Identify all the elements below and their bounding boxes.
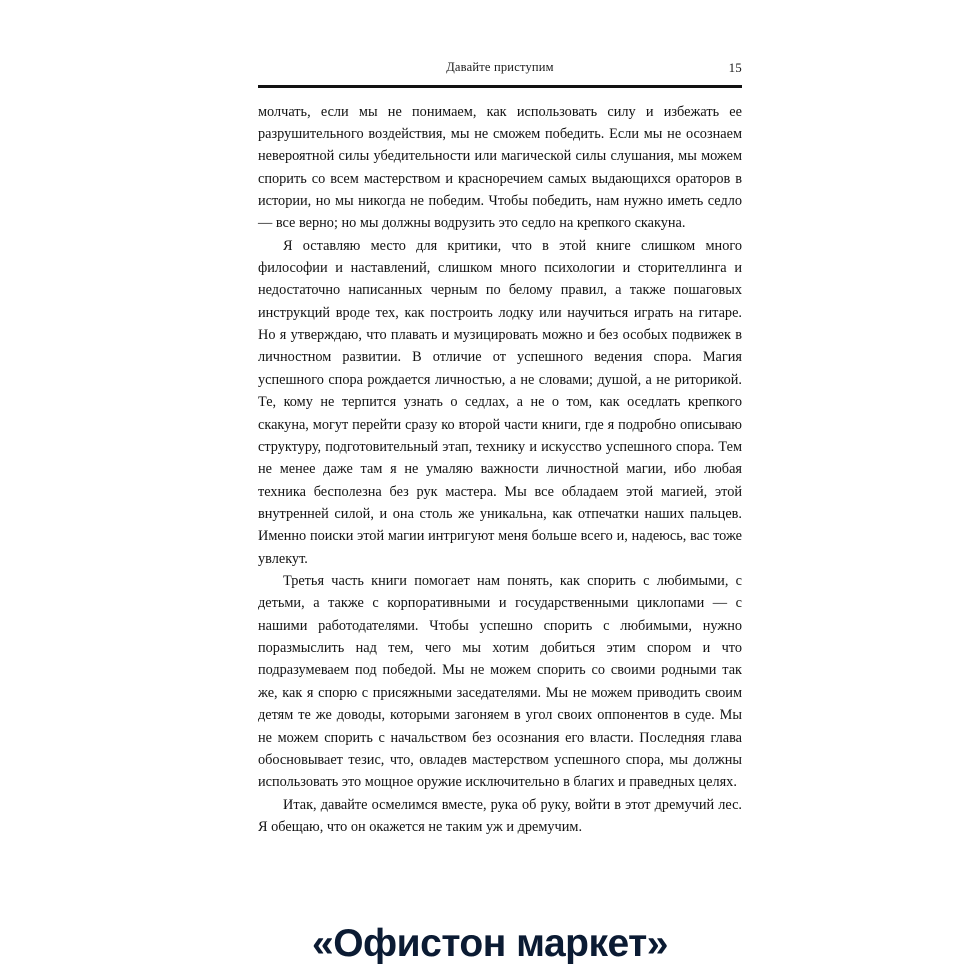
watermark-text: «Офистон маркет»: [312, 922, 668, 965]
paragraph: Третья часть книги помогает нам понять, как спорить с любимыми, с детьми, а также с корпоративными и государственными циклопами — с нашими работодателями. Чтобы успешно спорить с любимыми, нужно поразмыслить над тем, чего мы хотим добиться этим спором и что подразумеваем под победой. Мы не можем спорить со своими родными так же, как я спорю с присяжными заседателями. Мы не можем приводить своим детям те же доводы, которыми загоняем в угол своих оппонентов в суде. Мы не можем спорить с начальством без осознания его власти. Последняя глава обосновывает тезис, что, овладев мастерством успешного спора, мы должны использовать это мощное оружие исключительно в благих и праведных целях.: [258, 573, 742, 791]
running-head-title: Давайте приступим: [446, 60, 554, 74]
paragraph: молчать, если мы не понимаем, как использовать силу и избежать ее разрушительного воздействия, мы не сможем победить. Если мы не осознаем невероятной силы убедительности или магической силы слушания, мы можем спорить со всем мастерством и красноречием самых выдающихся ораторов в истории, но мы никогда не победим. Чтобы победить, нам нужно иметь седло — все верно; но мы должны водрузить это седло на крепкого скакуна.: [258, 103, 742, 232]
paragraph: Итак, давайте осмелимся вместе, рука об руку, войти в этот дремучий лес. Я обещаю, что он окажется не таким уж и дремучим.: [258, 796, 742, 835]
body-text-block: [258, 101, 742, 839]
running-head: [258, 60, 742, 80]
watermark: [0, 922, 980, 966]
header-rule-divider: [258, 85, 742, 88]
page-content-area: [258, 60, 742, 838]
paragraph: Я оставляю место для критики, что в этой книге слишком много философии и наставлений, слишком много психологии и сторителлинга и недостаточно написанных черным по белому правил, а также пошаговых инструкций вроде тех, как построить лодку или научиться играть на гитаре. Но я утверждаю, что плавать и музицировать можно и без особых подвижек в личностном развитии. В отличие от успешного ведения спора. Магия успешного спора рождается личностью, а не словами; душой, а не риторикой. Те, кому не терпится узнать о седлах, а не о том, как оседлать крепкого скакуна, могут перейти сразу ко второй части книги, где я подробно описываю структуру, подготовительный этап, технику и искусство успешного спора. Тем не менее даже там я не умаляю важности личностной магии, ибо любая техника бесполезна без рук мастера. Мы все обладаем этой магией, этой внутренней силой, и она столь же уникальна, как отпечатки наших пальцев. Именно поиски этой магии интригуют меня больше всего и, надеюсь, вас тоже увлекут.: [258, 237, 742, 567]
page-number: 15: [728, 60, 742, 75]
